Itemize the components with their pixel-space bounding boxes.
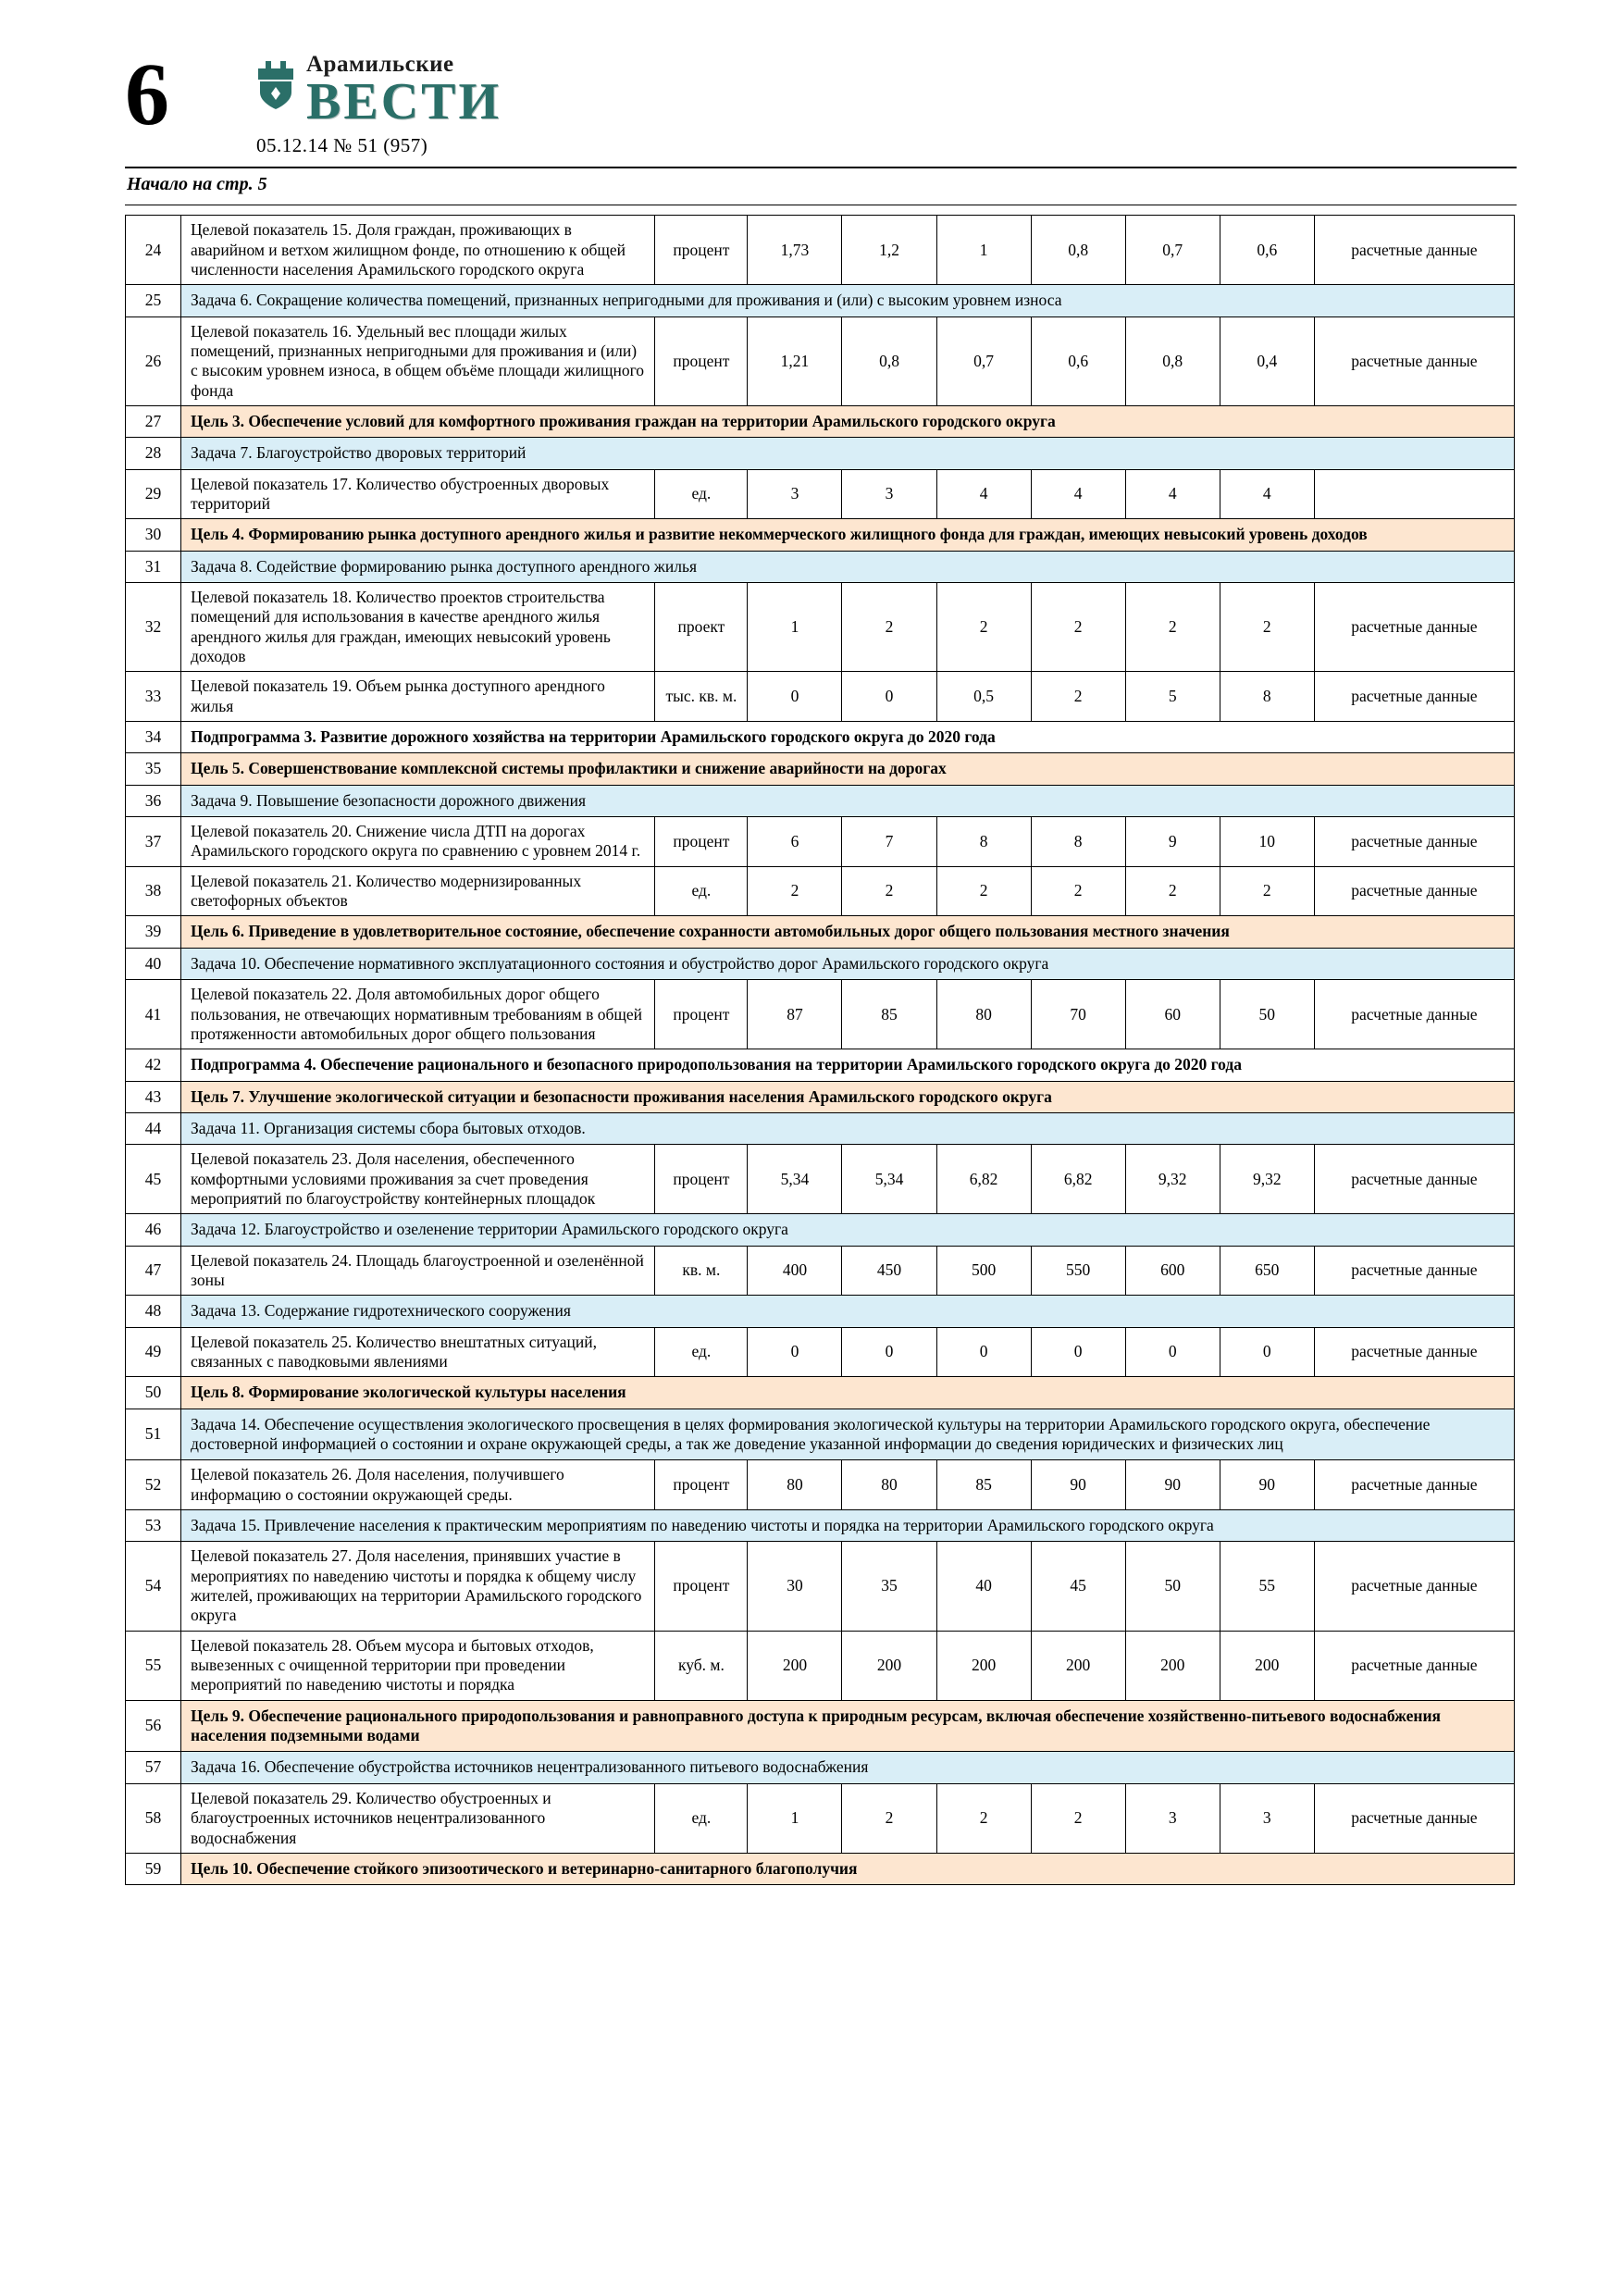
task-text: Задача 9. Повышение безопасности дорожного движения <box>181 785 1515 816</box>
indicator-value-5: 0 <box>1125 1327 1220 1377</box>
indicator-value-1: 2 <box>748 866 842 916</box>
indicator-source: расчетные данные <box>1314 980 1514 1049</box>
indicator-value-1: 1 <box>748 583 842 672</box>
indicator-value-1: 87 <box>748 980 842 1049</box>
table-row-indicator <box>126 469 1515 519</box>
indicator-value-6: 50 <box>1220 980 1314 1049</box>
indicator-value-2: 450 <box>842 1246 936 1296</box>
indicator-value-4: 6,82 <box>1031 1145 1125 1214</box>
indicator-source: расчетные данные <box>1314 866 1514 916</box>
table-row-indicator <box>126 1631 1515 1700</box>
table-row-goal <box>126 1700 1515 1752</box>
indicator-value-3: 200 <box>936 1631 1031 1700</box>
table-row-indicator <box>126 1327 1515 1377</box>
table-row-indicator <box>126 866 1515 916</box>
indicator-value-5: 600 <box>1125 1246 1220 1296</box>
row-number: 53 <box>126 1510 181 1542</box>
table-row-subprogram <box>126 722 1515 753</box>
indicator-value-4: 45 <box>1031 1542 1125 1631</box>
indicator-name: Целевой показатель 26. Доля населения, получившего информацию о состоянии окружающей среды. <box>181 1460 655 1510</box>
indicator-value-1: 200 <box>748 1631 842 1700</box>
indicator-value-2: 3 <box>842 469 936 519</box>
subprogram-text: Подпрограмма 3. Развитие дорожного хозяйства на территории Арамильского городского округа до 2020 года <box>181 722 1515 753</box>
task-text: Задача 14. Обеспечение осуществления экологического просвещения в целях формирования экологической культуры на территории Арамильского городского округа, обеспечение достоверной информацией о состоянии и охране окружающей среды, а так же доведение указанной информации до сведения юридических и физических лиц <box>181 1409 1515 1460</box>
indicator-source: расчетные данные <box>1314 1460 1514 1510</box>
indicator-value-2: 35 <box>842 1542 936 1631</box>
indicator-unit: процент <box>655 1460 748 1510</box>
row-number: 46 <box>126 1214 181 1246</box>
indicator-value-4: 70 <box>1031 980 1125 1049</box>
indicator-unit: процент <box>655 1542 748 1631</box>
indicator-source <box>1314 469 1514 519</box>
table-row-indicator <box>126 1542 1515 1631</box>
indicator-unit: кв. м. <box>655 1246 748 1296</box>
indicator-value-4: 2 <box>1031 1783 1125 1853</box>
indicator-value-6: 55 <box>1220 1542 1314 1631</box>
indicator-unit: процент <box>655 316 748 405</box>
table-row-indicator <box>126 980 1515 1049</box>
indicator-value-5: 2 <box>1125 583 1220 672</box>
indicator-value-4: 0,6 <box>1031 316 1125 405</box>
indicator-source: расчетные данные <box>1314 1327 1514 1377</box>
indicator-value-3: 1 <box>936 216 1031 285</box>
indicator-value-2: 80 <box>842 1460 936 1510</box>
row-number: 55 <box>126 1631 181 1700</box>
indicator-name: Целевой показатель 27. Доля населения, принявших участие в мероприятиях по наведению чистоты и порядка к общему числу жителей, проживающих на территории Арамильского городского округа <box>181 1542 655 1631</box>
table-row-indicator <box>126 316 1515 405</box>
indicator-unit: тыс. кв. м. <box>655 672 748 722</box>
indicator-value-1: 400 <box>748 1246 842 1296</box>
indicator-value-3: 8 <box>936 817 1031 867</box>
indicator-value-6: 3 <box>1220 1783 1314 1853</box>
indicator-value-4: 90 <box>1031 1460 1125 1510</box>
subprogram-text: Подпрограмма 4. Обеспечение рационального и безопасного природопользования на территории Арамильского городского округа до 2020 года <box>181 1049 1515 1081</box>
indicator-value-2: 2 <box>842 866 936 916</box>
table-row-task <box>126 1214 1515 1246</box>
indicator-value-6: 0 <box>1220 1327 1314 1377</box>
task-text: Задача 12. Благоустройство и озеленение территории Арамильского городского округа <box>181 1214 1515 1246</box>
indicator-value-5: 0,7 <box>1125 216 1220 285</box>
indicator-value-2: 0 <box>842 672 936 722</box>
indicator-source: расчетные данные <box>1314 1246 1514 1296</box>
indicator-value-5: 2 <box>1125 866 1220 916</box>
indicator-value-5: 60 <box>1125 980 1220 1049</box>
indicator-value-1: 0 <box>748 1327 842 1377</box>
table-row-indicator <box>126 1460 1515 1510</box>
table-row-task <box>126 785 1515 816</box>
indicator-name: Целевой показатель 29. Количество обустроенных и благоустроенных источников нецентрализованного водоснабжения <box>181 1783 655 1853</box>
continuation-note: Начало на стр. 5 <box>127 174 267 195</box>
table-row-indicator <box>126 817 1515 867</box>
indicator-value-5: 3 <box>1125 1783 1220 1853</box>
issue-line: 05.12.14 № 51 (957) <box>256 134 428 157</box>
masthead-rule <box>125 167 1517 168</box>
row-number: 44 <box>126 1112 181 1144</box>
indicator-value-2: 5,34 <box>842 1145 936 1214</box>
indicator-value-5: 9 <box>1125 817 1220 867</box>
row-number: 41 <box>126 980 181 1049</box>
indicator-unit: ед. <box>655 866 748 916</box>
indicator-source: расчетные данные <box>1314 1145 1514 1214</box>
table-row-task <box>126 1112 1515 1144</box>
table-row-subprogram <box>126 1049 1515 1081</box>
goal-text: Цель 8. Формирование экологической культуры населения <box>181 1377 1515 1409</box>
goal-text: Цель 7. Улучшение экологической ситуации и безопасности проживания населения Арамильского городского округа <box>181 1081 1515 1112</box>
indicator-value-4: 0 <box>1031 1327 1125 1377</box>
indicator-name: Целевой показатель 22. Доля автомобильных дорог общего пользования, не отвечающих нормативным требованиям в общей протяженности автомобильных дорог общего пользования <box>181 980 655 1049</box>
indicator-value-6: 8 <box>1220 672 1314 722</box>
indicator-name: Целевой показатель 15. Доля граждан, проживающих в аварийном и ветхом жилищном фонде, по отношению к общей численности населения Арамильского городского округа <box>181 216 655 285</box>
indicator-unit: куб. м. <box>655 1631 748 1700</box>
indicator-name: Целевой показатель 20. Снижение числа ДТП на дорогах Арамильского городского округа по сравнению с уровнем 2014 г. <box>181 817 655 867</box>
indicator-name: Целевой показатель 16. Удельный вес площади жилых помещений, признанных непригодными для проживания и (или) с высоким уровнем износа, в общем объёме площади жилищного фонда <box>181 316 655 405</box>
indicator-value-3: 80 <box>936 980 1031 1049</box>
indicator-value-6: 0,6 <box>1220 216 1314 285</box>
row-number: 40 <box>126 948 181 979</box>
indicator-value-3: 40 <box>936 1542 1031 1631</box>
indicator-unit: процент <box>655 817 748 867</box>
table-row-task <box>126 1510 1515 1542</box>
indicator-unit: ед. <box>655 469 748 519</box>
table-row-indicator <box>126 216 1515 285</box>
program-table-body <box>126 216 1515 1885</box>
indicator-name: Целевой показатель 19. Объем рынка доступного арендного жилья <box>181 672 655 722</box>
indicator-value-2: 0,8 <box>842 316 936 405</box>
newspaper-crest-icon <box>254 56 297 113</box>
row-number: 49 <box>126 1327 181 1377</box>
indicator-value-3: 2 <box>936 866 1031 916</box>
indicator-value-1: 1,21 <box>748 316 842 405</box>
indicator-value-5: 50 <box>1125 1542 1220 1631</box>
indicator-source: расчетные данные <box>1314 1631 1514 1700</box>
row-number: 33 <box>126 672 181 722</box>
table-row-goal <box>126 405 1515 437</box>
row-number: 29 <box>126 469 181 519</box>
indicator-value-3: 0 <box>936 1327 1031 1377</box>
task-text: Задача 8. Содействие формированию рынка доступного арендного жилья <box>181 551 1515 582</box>
table-row-task <box>126 948 1515 979</box>
indicator-value-6: 650 <box>1220 1246 1314 1296</box>
indicator-value-1: 0 <box>748 672 842 722</box>
task-text: Задача 13. Содержание гидротехнического сооружения <box>181 1296 1515 1327</box>
table-row-goal <box>126 519 1515 551</box>
task-text: Задача 10. Обеспечение нормативного эксплуатационного состояния и обустройство дорог Арамильского городского округа <box>181 948 1515 979</box>
indicator-value-4: 2 <box>1031 583 1125 672</box>
goal-text: Цель 9. Обеспечение рационального природопользования и равноправного доступа к природным ресурсам, включая обеспечение хозяйственно-питьевого водоснабжения населения подземными водами <box>181 1700 1515 1752</box>
table-row-task <box>126 1296 1515 1327</box>
row-number: 43 <box>126 1081 181 1112</box>
table-row-indicator <box>126 583 1515 672</box>
row-number: 27 <box>126 405 181 437</box>
row-number: 54 <box>126 1542 181 1631</box>
indicator-value-6: 9,32 <box>1220 1145 1314 1214</box>
indicator-value-3: 500 <box>936 1246 1031 1296</box>
indicator-value-6: 2 <box>1220 866 1314 916</box>
task-text: Задача 7. Благоустройство дворовых территорий <box>181 438 1515 469</box>
table-row-goal <box>126 1081 1515 1112</box>
indicator-value-5: 5 <box>1125 672 1220 722</box>
indicator-value-3: 0,7 <box>936 316 1031 405</box>
indicator-name: Целевой показатель 28. Объем мусора и бытовых отходов, вывезенных с очищенной территории при проведении мероприятий по наведению чистоты и порядка <box>181 1631 655 1700</box>
indicator-value-6: 200 <box>1220 1631 1314 1700</box>
table-row-indicator <box>126 672 1515 722</box>
goal-text: Цель 10. Обеспечение стойкого эпизоотического и ветеринарно-санитарного благополучия <box>181 1853 1515 1884</box>
indicator-value-1: 80 <box>748 1460 842 1510</box>
indicator-value-3: 85 <box>936 1460 1031 1510</box>
indicator-source: расчетные данные <box>1314 216 1514 285</box>
indicator-name: Целевой показатель 21. Количество модернизированных светофорных объектов <box>181 866 655 916</box>
indicator-value-3: 6,82 <box>936 1145 1031 1214</box>
indicator-value-4: 200 <box>1031 1631 1125 1700</box>
indicator-source: расчетные данные <box>1314 817 1514 867</box>
row-number: 32 <box>126 583 181 672</box>
table-row-task <box>126 285 1515 316</box>
indicator-value-1: 30 <box>748 1542 842 1631</box>
page-number: 6 <box>125 44 167 143</box>
indicator-value-6: 4 <box>1220 469 1314 519</box>
row-number: 35 <box>126 753 181 785</box>
indicator-value-1: 6 <box>748 817 842 867</box>
indicator-value-3: 2 <box>936 1783 1031 1853</box>
row-number: 36 <box>126 785 181 816</box>
indicator-unit: процент <box>655 216 748 285</box>
indicator-value-2: 0 <box>842 1327 936 1377</box>
table-row-task <box>126 1409 1515 1460</box>
row-number: 58 <box>126 1783 181 1853</box>
indicator-value-5: 200 <box>1125 1631 1220 1700</box>
indicator-name: Целевой показатель 25. Количество внештатных ситуаций, связанных с паводковыми явлениями <box>181 1327 655 1377</box>
row-number: 37 <box>126 817 181 867</box>
goal-text: Цель 4. Формированию рынка доступного арендного жилья и развитие некоммерческого жилищного фонда для граждан, имеющих невысокий уровень доходов <box>181 519 1515 551</box>
indicator-value-6: 0,4 <box>1220 316 1314 405</box>
indicator-value-6: 90 <box>1220 1460 1314 1510</box>
task-text: Задача 15. Привлечение населения к практическим мероприятиям по наведению чистоты и порядка на территории Арамильского городского округа <box>181 1510 1515 1542</box>
table-row-goal <box>126 753 1515 785</box>
table-row-task <box>126 1752 1515 1783</box>
row-number: 56 <box>126 1700 181 1752</box>
indicator-unit: процент <box>655 980 748 1049</box>
row-number: 47 <box>126 1246 181 1296</box>
indicator-unit: ед. <box>655 1327 748 1377</box>
row-number: 57 <box>126 1752 181 1783</box>
row-number: 45 <box>126 1145 181 1214</box>
table-row-goal <box>126 1377 1515 1409</box>
table-row-indicator <box>126 1783 1515 1853</box>
row-number: 52 <box>126 1460 181 1510</box>
indicator-source: расчетные данные <box>1314 1783 1514 1853</box>
indicator-source: расчетные данные <box>1314 672 1514 722</box>
brand-main-text: ВЕСТИ <box>306 73 502 130</box>
indicator-value-1: 1,73 <box>748 216 842 285</box>
row-number: 38 <box>126 866 181 916</box>
indicator-value-6: 2 <box>1220 583 1314 672</box>
row-number: 30 <box>126 519 181 551</box>
row-number: 39 <box>126 916 181 948</box>
row-number: 26 <box>126 316 181 405</box>
row-number: 50 <box>126 1377 181 1409</box>
newspaper-brand <box>254 52 502 157</box>
indicator-value-3: 4 <box>936 469 1031 519</box>
indicator-value-4: 2 <box>1031 866 1125 916</box>
table-row-goal <box>126 1853 1515 1884</box>
table-row-task <box>126 551 1515 582</box>
row-number: 24 <box>126 216 181 285</box>
indicator-unit: процент <box>655 1145 748 1214</box>
indicator-value-4: 550 <box>1031 1246 1125 1296</box>
table-row-goal <box>126 916 1515 948</box>
table-row-indicator <box>126 1246 1515 1296</box>
indicator-value-4: 8 <box>1031 817 1125 867</box>
indicator-value-1: 5,34 <box>748 1145 842 1214</box>
row-number: 28 <box>126 438 181 469</box>
indicator-value-1: 1 <box>748 1783 842 1853</box>
indicator-name: Целевой показатель 17. Количество обустроенных дворовых территорий <box>181 469 655 519</box>
indicator-value-2: 200 <box>842 1631 936 1700</box>
indicator-name: Целевой показатель 18. Количество проектов строительства помещений для использования в качестве арендного жилья арендного жилья для граждан, имеющих невысокий уровень доходов <box>181 583 655 672</box>
indicator-name: Целевой показатель 23. Доля населения, обеспеченного комфортными условиями проживания за счет проведения мероприятий по благоустройству контейнерных площадок <box>181 1145 655 1214</box>
task-text: Задача 11. Организация системы сбора бытовых отходов. <box>181 1112 1515 1144</box>
indicator-value-5: 9,32 <box>1125 1145 1220 1214</box>
table-row-task <box>126 438 1515 469</box>
goal-text: Цель 3. Обеспечение условий для комфортного проживания граждан на территории Арамильского городского округа <box>181 405 1515 437</box>
row-number: 59 <box>126 1853 181 1884</box>
row-number: 31 <box>126 551 181 582</box>
masthead <box>125 44 1517 157</box>
row-number: 51 <box>126 1409 181 1460</box>
indicator-value-2: 1,2 <box>842 216 936 285</box>
goal-text: Цель 5. Совершенствование комплексной системы профилактики и снижение аварийности на дорогах <box>181 753 1515 785</box>
row-number: 48 <box>126 1296 181 1327</box>
indicator-value-2: 2 <box>842 583 936 672</box>
indicator-value-2: 85 <box>842 980 936 1049</box>
row-number: 25 <box>126 285 181 316</box>
program-indicators-table <box>125 215 1515 1885</box>
indicator-name: Целевой показатель 24. Площадь благоустроенной и озеленённой зоны <box>181 1246 655 1296</box>
goal-text: Цель 6. Приведение в удовлетворительное состояние, обеспечение сохранности автомобильных дорог общего пользования местного значения <box>181 916 1515 948</box>
indicator-value-2: 2 <box>842 1783 936 1853</box>
indicator-value-6: 10 <box>1220 817 1314 867</box>
indicator-source: расчетные данные <box>1314 316 1514 405</box>
indicator-unit: ед. <box>655 1783 748 1853</box>
table-row-indicator <box>126 1145 1515 1214</box>
task-text: Задача 6. Сокращение количества помещений, признанных непригодными для проживания и (или) с высоким уровнем износа <box>181 285 1515 316</box>
indicator-value-2: 7 <box>842 817 936 867</box>
row-number: 34 <box>126 722 181 753</box>
brand-top-text: Арамильские <box>306 52 454 77</box>
indicator-value-5: 0,8 <box>1125 316 1220 405</box>
indicator-value-4: 2 <box>1031 672 1125 722</box>
indicator-value-4: 0,8 <box>1031 216 1125 285</box>
task-text: Задача 16. Обеспечение обустройства источников нецентрализованного питьевого водоснабжения <box>181 1752 1515 1783</box>
indicator-value-5: 4 <box>1125 469 1220 519</box>
indicator-unit: проект <box>655 583 748 672</box>
indicator-value-4: 4 <box>1031 469 1125 519</box>
indicator-source: расчетные данные <box>1314 583 1514 672</box>
indicator-value-3: 0,5 <box>936 672 1031 722</box>
indicator-value-3: 2 <box>936 583 1031 672</box>
indicator-value-5: 90 <box>1125 1460 1220 1510</box>
indicator-source: расчетные данные <box>1314 1542 1514 1631</box>
row-number: 42 <box>126 1049 181 1081</box>
indicator-value-1: 3 <box>748 469 842 519</box>
